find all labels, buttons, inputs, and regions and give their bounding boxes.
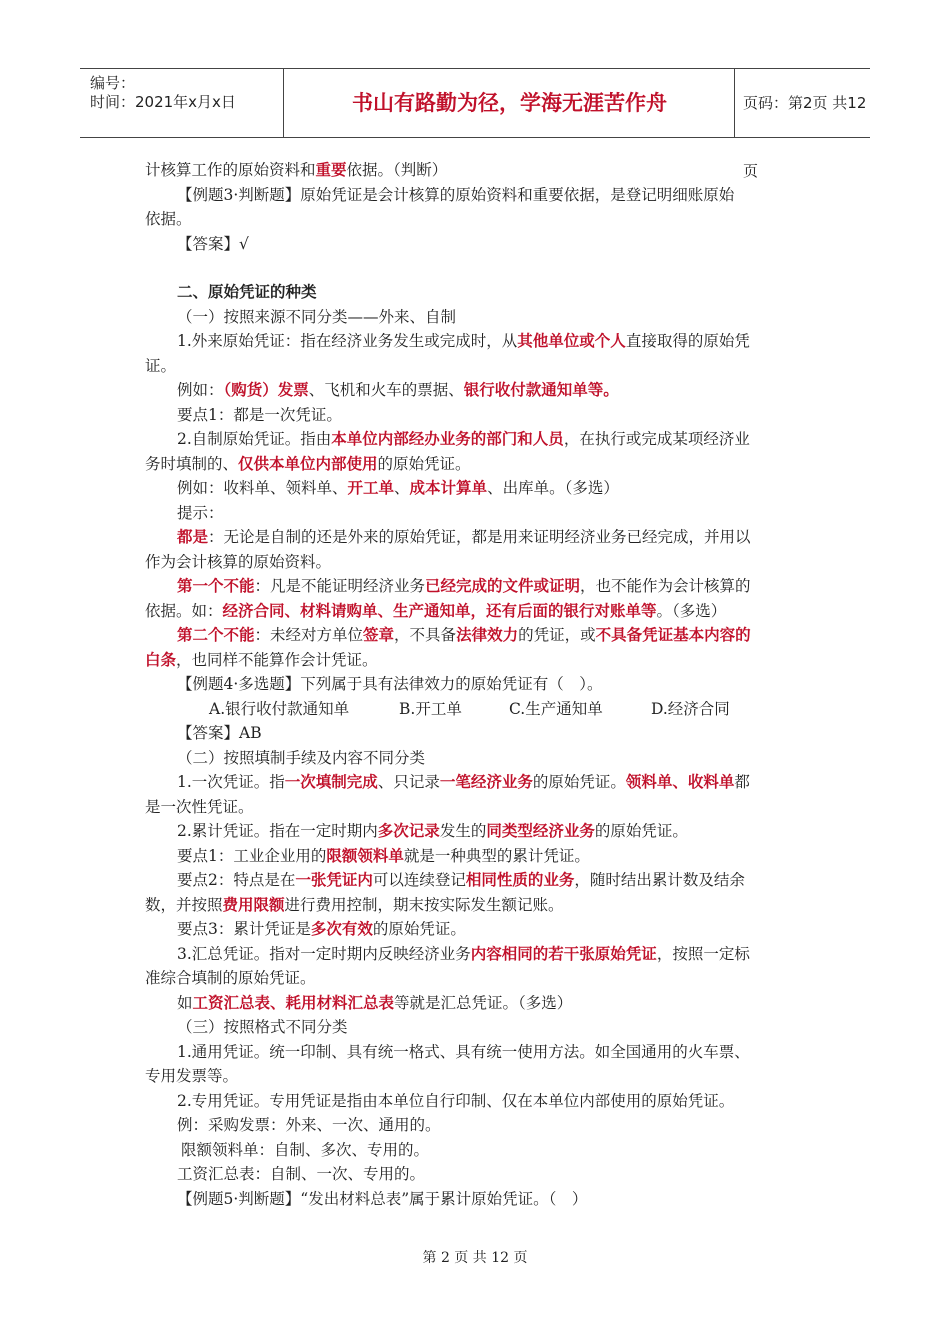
paragraph: 2.累计凭证。指在一定时期内多次记录发生的同类型经济业务的原始凭证。 — [177, 821, 688, 840]
example-question: 【例题5·判断题】“发出材料总表”属于累计原始凭证。（ ） — [177, 1189, 588, 1208]
example-line: 限额领料单：自制、多次、专用的。 — [181, 1140, 430, 1159]
paragraph: 依据。 — [145, 210, 192, 228]
paragraph: 计核算工作的原始资料和重要依据。（判断） — [145, 160, 448, 179]
paragraph: 如工资汇总表、耗用材料汇总表等就是汇总凭证。（多选） — [177, 992, 573, 1012]
question-options — [145, 697, 805, 722]
answer: 【答案】AB — [177, 724, 262, 742]
paragraph: 第二个不能：未经对方单位签章，不具备法律效力的凭证，或不具备凭证基本内容的 — [177, 625, 751, 644]
paragraph: 证。 — [145, 356, 177, 375]
paragraph: 准综合填制的原始凭证。 — [145, 969, 316, 987]
paragraph: 例如：收料单、领料单、开工单、成本计算单、出库单。（多选） — [177, 478, 619, 497]
tip-label: 提示： — [177, 503, 224, 522]
subsection-heading: （二）按照填制手续及内容不同分类 — [177, 748, 426, 767]
section-heading: 二、原始凭证的种类 — [177, 283, 317, 301]
paragraph: 2.自制原始凭证。指由本单位内部经办业务的部门和人员，在执行或完成某项经济业 — [177, 429, 750, 448]
paragraph: 1.通用凭证。统一印制、具有统一格式、具有统一使用方法。如全国通用的火车票、 — [177, 1042, 750, 1061]
subsection-heading: （三）按照格式不同分类 — [177, 1018, 348, 1036]
doc-time-label: 时间：2021年x月x日 — [90, 93, 236, 111]
paragraph: 2.专用凭证。专用凭证是指由本单位自行印制、仅在本单位内部使用的原始凭证。 — [177, 1091, 735, 1110]
paragraph: 白条，也同样不能算作会计凭证。 — [145, 649, 378, 669]
header-meta — [80, 69, 284, 137]
paragraph: 数，并按照费用限额进行费用控制，期末按实际发生额记账。 — [145, 894, 564, 914]
header-motto: 书山有路勤为径，学海无涯苦作舟 — [285, 69, 735, 137]
paragraph: 都是：无论是自制的还是外来的原始凭证，都是用来证明经济业务已经完成，并用以 — [177, 527, 751, 546]
option-a: A.银行收付款通知单 — [209, 699, 350, 718]
paragraph: 3.汇总凭证。指对一定时期内反映经济业务内容相同的若干张原始凭证，按照一定标 — [177, 943, 750, 963]
doc-number-label: 编号： — [90, 74, 136, 92]
page-footer: 第 2 页 共 12 页 — [422, 1250, 528, 1266]
header-page-info: 页码：第2页 共12页 — [743, 94, 867, 180]
paragraph: 1.一次凭证。指一次填制完成、只记录一笔经济业务的原始凭证。领料单、收料单都 — [177, 772, 750, 791]
example-question: 【例题3·判断题】原始凭证是会计核算的原始资料和重要依据，是登记明细账原始 — [177, 185, 735, 204]
example-line: 例：采购发票：外来、一次、通用的。 — [177, 1116, 441, 1134]
paragraph: 第一个不能：凡是不能证明经济业务已经完成的文件或证明，也不能作为会计核算的 — [177, 576, 751, 595]
paragraph: 例如：（购货）发票、飞机和火车的票据、银行收付款通知单等。 — [177, 380, 619, 399]
option-c: C.生产通知单 — [509, 699, 603, 718]
answer: 【答案】√ — [177, 234, 249, 253]
key-point: 要点2：特点是在一张凭证内可以连续登记相同性质的业务，随时结出累计数及结余 — [177, 870, 745, 889]
paragraph: 依据。如：经济合同、材料请购单、生产通知单，还有后面的银行对账单等。（多选） — [145, 600, 727, 620]
example-question: 【例题4·多选题】下列属于具有法律效力的原始凭证有（ ）。 — [177, 675, 603, 693]
paragraph: 是一次性凭证。 — [145, 797, 254, 816]
key-point: 要点3：累计凭证是多次有效的原始凭证。 — [177, 919, 466, 938]
paragraph: 务时填制的、仅供本单位内部使用的原始凭证。 — [145, 453, 471, 473]
subsection-heading: （一）按照来源不同分类——外来、自制 — [177, 307, 457, 326]
option-d: D.经济合同 — [651, 699, 730, 718]
option-b: B.开工单 — [399, 699, 462, 718]
paragraph: 作为会计核算的原始资料。 — [145, 552, 332, 571]
document-body — [145, 158, 805, 1211]
paragraph: 1.外来原始凭证：指在经济业务发生或完成时，从其他单位或个人直接取得的原始凭 — [177, 331, 750, 350]
paragraph: 专用发票等。 — [145, 1067, 239, 1085]
key-point: 要点1：都是一次凭证。 — [177, 405, 342, 424]
key-point: 要点1：工业企业用的限额领料单就是一种典型的累计凭证。 — [177, 845, 590, 865]
example-line: 工资汇总表：自制、一次、专用的。 — [177, 1165, 426, 1183]
